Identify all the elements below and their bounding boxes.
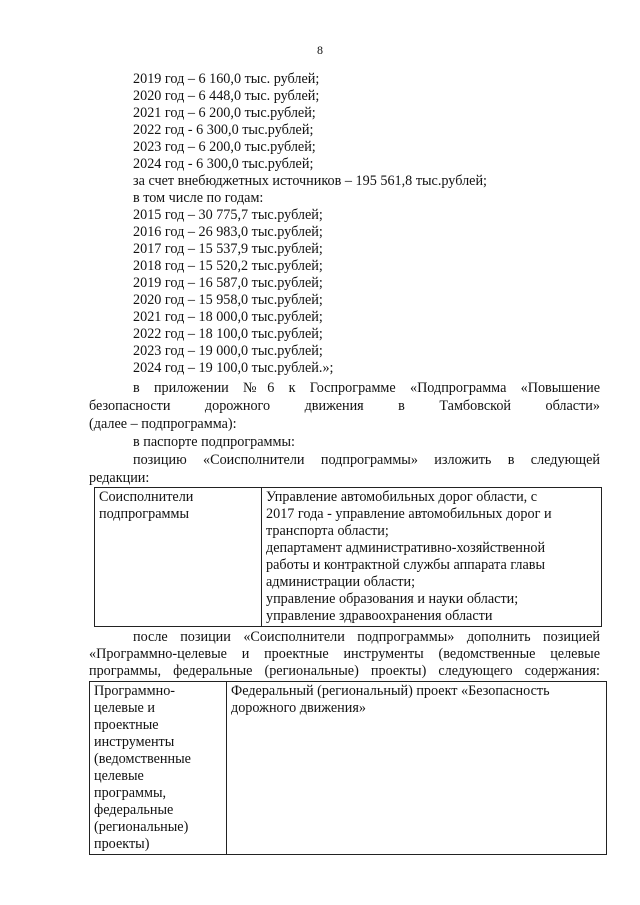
extrabudget-line: 2020 год – 15 958,0 тыс.рублей;: [133, 292, 323, 308]
cell-text: транспорта области;: [266, 523, 389, 539]
cell-text: федеральные: [94, 802, 174, 818]
cell-text: дорожного движения»: [231, 700, 366, 716]
after-para-line: после позиции «Соисполнители подпрограммы» дополнить позицией: [133, 629, 600, 645]
table-cell-value: [227, 682, 607, 855]
cell-text: работы и контрактной службы аппарата главы: [266, 557, 546, 573]
cell-text: (региональные): [94, 819, 189, 835]
budget-line: 2020 год – 6 448,0 тыс. рублей;: [133, 88, 320, 104]
extrabudget-line: 2017 год – 15 537,9 тыс.рублей;: [133, 241, 323, 257]
cell-text: 2017 года - управление автомобильных дорог и: [266, 506, 552, 522]
cell-text: (ведомственные: [94, 751, 191, 767]
cell-text: управление образования и науки области;: [266, 591, 519, 607]
extrabudget-line: 2018 год – 15 520,2 тыс.рублей;: [133, 258, 323, 274]
cell-text: Программно-: [94, 683, 176, 699]
table-row: [95, 488, 602, 627]
table-row: [90, 682, 607, 855]
cell-text: Управление автомобильных дорог области, с: [266, 489, 538, 505]
cell-text: проекты): [94, 836, 150, 852]
extrabudget-line: 2016 год – 26 983,0 тыс.рублей;: [133, 224, 323, 240]
budget-line: 2023 год – 6 200,0 тыс.рублей;: [133, 139, 316, 155]
appendix-para-line: в приложении №6 к Госпрограмме «Подпрограмма «Повышение: [133, 380, 600, 396]
appendix-para-line: безопасности дорожного движения в Тамбовской области»: [89, 398, 600, 414]
table-cell-value: [262, 488, 602, 627]
extrabudget-line: 2015 год – 30 775,7 тыс.рублей;: [133, 207, 323, 223]
cell-text: целевые: [94, 768, 144, 784]
extrabudget-line: 2022 год – 18 100,0 тыс.рублей;: [133, 326, 323, 342]
table-cell-label: [90, 682, 227, 855]
budget-line: 2022 год - 6 300,0 тыс.рублей;: [133, 122, 314, 138]
coexecutors-table: [94, 487, 602, 627]
appendix-para-line: (далее – подпрограмма):: [89, 416, 237, 432]
after-para-line: «Программно-целевые и проектные инструменты (ведомственные целевые: [89, 646, 600, 662]
budget-line: 2019 год – 6 160,0 тыс. рублей;: [133, 71, 320, 87]
cell-text: целевые и: [94, 700, 155, 716]
page-number: 8: [317, 43, 323, 57]
position-para-line: редакции:: [89, 470, 150, 486]
cell-text: программы,: [94, 785, 167, 801]
extrabudget-total: за счет внебюджетных источников – 195 561,8 тыс.рублей;: [133, 173, 487, 189]
cell-text: проектные: [94, 717, 159, 733]
cell-text: администрации области;: [266, 574, 416, 590]
passport-label: в паспорте подпрограммы:: [133, 434, 295, 450]
table-cell-label: [95, 488, 262, 627]
cell-text: управление здравоохранения области: [266, 608, 493, 624]
extrabudget-line: 2024 год – 19 100,0 тыс.рублей.»;: [133, 360, 334, 376]
by-years-label: в том числе по годам:: [133, 190, 264, 206]
extrabudget-line: 2023 год – 19 000,0 тыс.рублей;: [133, 343, 323, 359]
cell-text: Федеральный (региональный) проект «Безопасность: [231, 683, 550, 699]
extrabudget-line: 2021 год – 18 000,0 тыс.рублей;: [133, 309, 323, 325]
budget-line: 2024 год - 6 300,0 тыс.рублей;: [133, 156, 314, 172]
extrabudget-line: 2019 год – 16 587,0 тыс.рублей;: [133, 275, 323, 291]
cell-text: инструменты: [94, 734, 175, 750]
project-tools-table: [89, 681, 607, 855]
cell-text: департамент административно-хозяйственной: [266, 540, 546, 556]
position-para-line: позицию «Соисполнители подпрограммы» изложить в следующей: [133, 452, 600, 468]
after-para-line: программы, федеральные (региональные) проекты) следующего содержания:: [89, 663, 600, 679]
budget-line: 2021 год – 6 200,0 тыс.рублей;: [133, 105, 316, 121]
cell-text: подпрограммы: [99, 506, 189, 522]
cell-text: Соисполнители: [99, 489, 194, 505]
